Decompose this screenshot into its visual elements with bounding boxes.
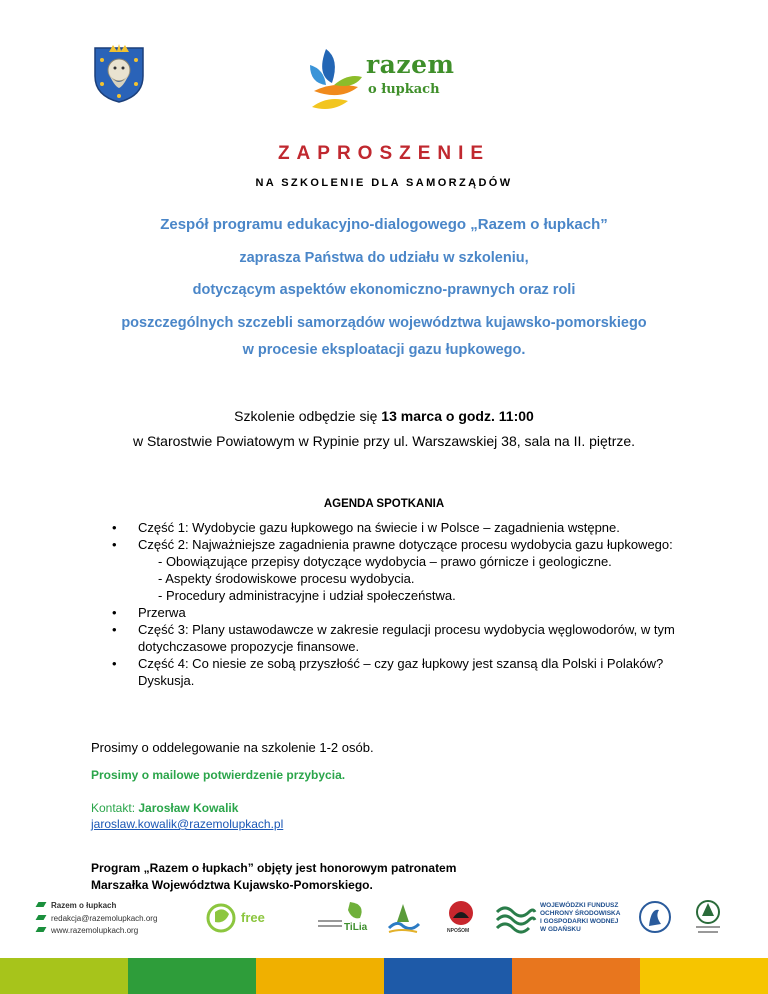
leaf-icon xyxy=(36,902,47,907)
leaf-icon xyxy=(36,927,47,932)
agenda-item-3 xyxy=(112,621,692,655)
color-bar-segment-4 xyxy=(384,958,512,994)
npdsom-logo xyxy=(443,898,479,938)
agenda-item-3-line-1: • Część 3: Plany ustawodawcze w zakresie regulacji procesu wydobycia węglowodorów, w tym xyxy=(138,622,675,637)
agenda-list xyxy=(112,519,692,689)
date-bold: 13 marca o godz. 11:00 xyxy=(381,408,534,424)
footer-org-email[interactable]: redakcja@razemolupkach.org xyxy=(37,913,157,926)
confirm-note: Prosimy o mailowe potwierdzenie przybycia. xyxy=(91,768,346,782)
coat-of-arms-icon xyxy=(91,42,147,104)
delegate-note: Prosimy o oddelegowanie na szkolenie 1-2 osób. xyxy=(91,740,374,755)
river-logo xyxy=(383,898,423,938)
color-bar-segment-6 xyxy=(640,958,768,994)
place-line: w Starostwie Powiatowym w Rypinie przy ul. Warszawskiej 38, sala na II. piętrze. xyxy=(132,433,636,449)
footer-contact xyxy=(37,900,157,938)
bird-emblem-icon xyxy=(637,898,673,938)
free-logo-text: free xyxy=(241,910,265,925)
forest-emblem-icon xyxy=(688,898,728,938)
color-bar-segment-2 xyxy=(128,958,256,994)
intro-line-2: zaprasza Państwa do udziału w szkoleniu, xyxy=(239,250,529,266)
agenda-item-1: • Część 1: Wydobycie gazu łupkowego na świecie i w Polsce – zagadnienia wstępne. xyxy=(112,519,692,536)
contact-name: Jarosław Kowalik xyxy=(138,801,239,815)
contact-email-link[interactable]: jaroslaw.kowalik@razemolupkach.pl xyxy=(91,817,284,831)
contact-label: Kontakt: xyxy=(91,801,139,815)
logo-text-o-lupkach: o łupkach xyxy=(368,82,440,97)
page-title: ZAPROSZENIE xyxy=(277,143,491,164)
intro-line-3: dotyczącym aspektów ekonomiczno-prawnych oraz roli xyxy=(192,282,576,298)
intro-line-4: poszczególnych szczebli samorządów województwa kujawsko-pomorskiego xyxy=(121,315,647,331)
contact-line xyxy=(91,801,238,815)
npdsom-logo-text: NPOŚOM xyxy=(447,928,470,934)
wfos-name xyxy=(540,902,620,934)
agenda-item-2: • Część 2: Najważniejsze zagadnienia prawne dotyczące procesu wydobycia gazu łupkowego: xyxy=(112,536,692,553)
agenda-item-4-line-2: Dyskusja. xyxy=(138,673,195,688)
wfos-logo xyxy=(495,898,537,938)
page-subtitle: NA SZKOLENIE DLA SAMORZĄDÓW xyxy=(255,177,513,189)
intro-line-5: w procesie eksploatacji gazu łupkowego. xyxy=(242,342,526,358)
agenda-item-4 xyxy=(112,655,692,689)
patronage-line-2: Marszałka Województwa Kujawsko-Pomorskiego. xyxy=(91,878,373,892)
wfos-line-3: I GOSPODARKI WODNEJ xyxy=(540,918,619,925)
patronage-note xyxy=(91,860,456,894)
agenda-item-4-line-1: • Część 4: Co niesie ze sobą przyszłość – czy gaz łupkowy jest szansą dla Polski i Polaków? xyxy=(138,656,664,671)
agenda-subitem-2: - Aspekty środowiskowe procesu wydobycia. xyxy=(158,571,415,586)
date-line xyxy=(0,408,768,424)
color-bar-segment-1 xyxy=(0,958,128,994)
agenda-subitem-3: - Procedury administracyjne i udział społeczeństwa. xyxy=(158,588,456,603)
leaf-icon xyxy=(36,915,47,920)
wfos-line-2: OCHRONY ŚRODOWISKA xyxy=(540,910,621,917)
logo-text-razem: razem xyxy=(366,50,455,79)
free-logo xyxy=(205,898,300,938)
agenda-item-break: • Przerwa xyxy=(112,604,692,621)
agenda-subitem-1: - Obowiązujące przepisy dotyczące wydobycia – prawo górnicze i geologiczne. xyxy=(158,554,612,569)
footer-color-bar xyxy=(0,958,768,994)
intro-line-1: Zespół programu edukacyjno-dialogowego „Razem o łupkach” xyxy=(160,216,608,233)
date-prefix: Szkolenie odbędzie się xyxy=(234,408,382,424)
tilia-logo xyxy=(316,898,374,938)
tilia-logo-text: TiLia xyxy=(344,922,368,933)
color-bar-segment-3 xyxy=(256,958,384,994)
footer-org-name: Razem o łupkach xyxy=(37,900,157,913)
wfos-line-4: W GDAŃSKU xyxy=(540,926,581,933)
color-bar-segment-5 xyxy=(512,958,640,994)
agenda-item-3-line-2: dotychczasowe propozycje finansowe. xyxy=(138,639,360,654)
agenda-title: AGENDA SPOTKANIA xyxy=(323,498,445,510)
wfos-line-1: WOJEWÓDZKI FUNDUSZ xyxy=(540,902,619,909)
footer-org-site[interactable]: www.razemolupkach.org xyxy=(37,925,157,938)
patronage-line-1: Program „Razem o łupkach” objęty jest honorowym patronatem xyxy=(91,861,457,875)
razem-o-lupkach-logo xyxy=(304,45,474,117)
